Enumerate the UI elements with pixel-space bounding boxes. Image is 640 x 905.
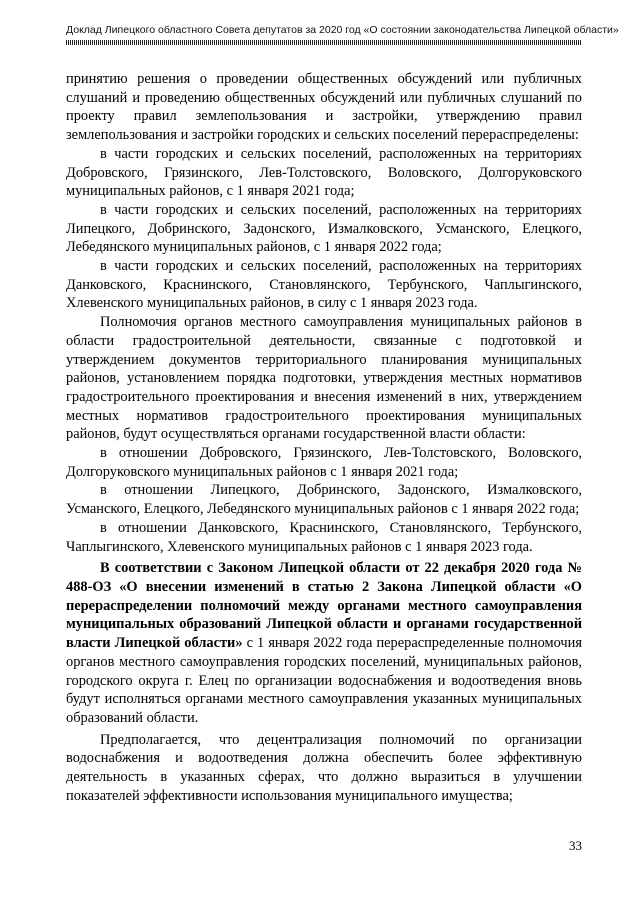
header-rule bbox=[66, 40, 582, 45]
paragraph: в части городских и сельских поселений, расположенных на территориях Добровского, Грязинского, Лев-Толстовского, Воловского, Долгоруковского муниципальных районов, с 1 января 2021 года; bbox=[66, 145, 582, 200]
paragraph: в отношении Данковского, Краснинского, Становлянского, Тербунского, Чаплыгинского, Хлевенского муниципальных районов с 1 января 2023 года. bbox=[66, 519, 582, 555]
law-reference-bold: В соответствии с Законом Липецкой области от 22 декабря 2020 года № 488-ОЗ «О внесении изменений в статью 2 Закона Липецкой области «О перераспределении полномочий между органами местного самоуправления муниципальных образований Липецкой области и органами государственной власти Липецкой области» bbox=[66, 560, 582, 652]
paragraph: в части городских и сельских поселений, расположенных на территориях Липецкого, Добринского, Задонского, Измалковского, Усманского, Елецкого, Лебедянского муниципальных районов, с 1 января 2022 года; bbox=[66, 201, 582, 256]
law-paragraph bbox=[66, 559, 582, 727]
law-paragraph-text: с 1 января 2022 года перераспределенные полномочия органов местного самоуправления городских поселений, муниципальных районов, городского округа г. Елец по организации водоснабжения и водоотведения вновь будут исполняться органами местного самоуправления указанных муниципальных образований области. bbox=[66, 635, 582, 726]
document-body bbox=[66, 70, 582, 805]
paragraph: принятию решения о проведении общественных обсуждений или публичных слушаний и проведению общественных обсуждений или публичных слушаний по проекту правил землепользования и застройки, утверждению правил землепользования и застройки городских и сельских поселений перераспределены: bbox=[66, 71, 582, 144]
paragraph: Полномочия органов местного самоуправления муниципальных районов в области градостроительной деятельности, связанные с подготовкой и утверждением документов территориального планирования муниципальных районов, установлением порядка подготовки, утверждения местных нормативов градостроительного проектирования и внесения изменений в них, утверждением местных нормативов градостроительного проектирования муниципальных районов, будут осуществляться органами государственной власти области: bbox=[66, 314, 582, 443]
page-number: 33 bbox=[569, 838, 582, 853]
paragraph: Предполагается, что децентрализация полномочий по организации водоснабжения и водоотведения должна обеспечить более эффективную деятельность в указанных сферах, что должно выразиться в улучшении показателей эффективности использования муниципального имущества; bbox=[66, 731, 582, 804]
paragraph: в части городских и сельских поселений, расположенных на территориях Данковского, Краснинского, Становлянского, Тербунского, Чаплыгинского, Хлевенского муниципальных районов, в силу с 1 января 2023 года. bbox=[66, 258, 582, 312]
paragraph: в отношении Добровского, Грязинского, Лев-Толстовского, Воловского, Долгоруковского муниципальных районов с 1 января 2021 года; bbox=[66, 445, 582, 480]
paragraph: в отношении Липецкого, Добринского, Задонского, Измалковского, Усманского, Елецкого, Лебедянского муниципальных районов с 1 января 2022 года; bbox=[66, 482, 582, 518]
running-header: Доклад Липецкого областного Совета депутатов за 2020 год «О состоянии законодательства Липецкой области» bbox=[66, 24, 619, 36]
